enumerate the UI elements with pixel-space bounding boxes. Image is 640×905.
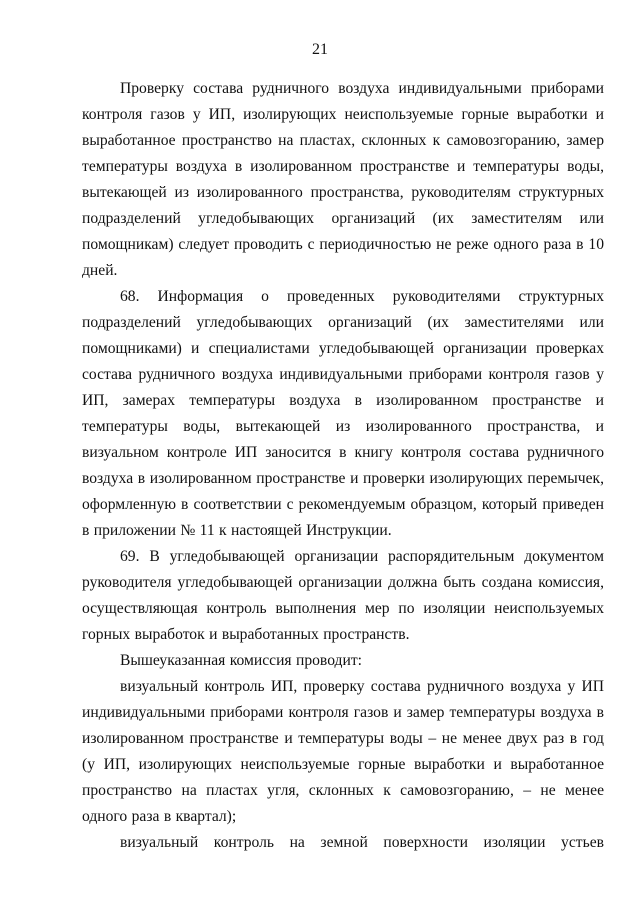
paragraph-visual-control-surface: визуальный контроль на земной поверхности изоляции устьев [120, 834, 604, 851]
document-body [82, 76, 604, 856]
paragraph-inspection-frequency: Проверку состава рудничного воздуха индивидуальными приборами контроля газов у ИП, изолирующих неиспользуемые горные выработки и выработанное пространство на пластах, склонных к самовозгоранию, замер температуры воздуха в изолированном пространстве и температуры воды, вытекающей из изолированного пространства, руководителям структурных подразделений угледобывающих организаций (их заместителям или помощникам) следует проводить с периодичностью не реже одного раза в 10 дней. [82, 80, 604, 279]
paragraph-visual-control-ip: визуальный контроль ИП, проверку состава рудничного воздуха у ИП индивидуальными приборами контроля газов и замер температуры воздуха в изолированном пространстве и температуры воды – не менее двух раз в год (у ИП, изолирующих неиспользуемые горные выработки и выработанное пространство на пластах угля, склонных к самовозгоранию, – не менее одного раза в квартал); [82, 678, 604, 825]
paragraph-68: 68. Информация о проведенных руководителями структурных подразделений угледобывающих организаций (их заместителями или помощниками) и специалистами угледобывающей организации проверках состава рудничного воздуха индивидуальными приборами контроля газов у ИП, замерах температуры воздуха в изолированном пространстве и температуры воды, вытекающей из изолированного пространства, и визуальном контроле ИП заносится в книгу контроля состава рудничного воздуха в изолированном пространстве и проверки изолирующих перемычек, оформленную в соответствии с рекомендуемым образцом, который приведен в приложении № 11 к настоящей Инструкции. [82, 288, 604, 539]
page-number: 21 [312, 41, 328, 58]
paragraph-commission-intro: Вышеуказанная комиссия проводит: [120, 652, 362, 669]
paragraph-69: 69. В угледобывающей организации распорядительным документом руководителя угледобывающей организации должна быть создана комиссия, осуществляющая контроль выполнения мер по изоляции неиспользуемых горных выработок и выработанных пространств. [82, 548, 604, 643]
